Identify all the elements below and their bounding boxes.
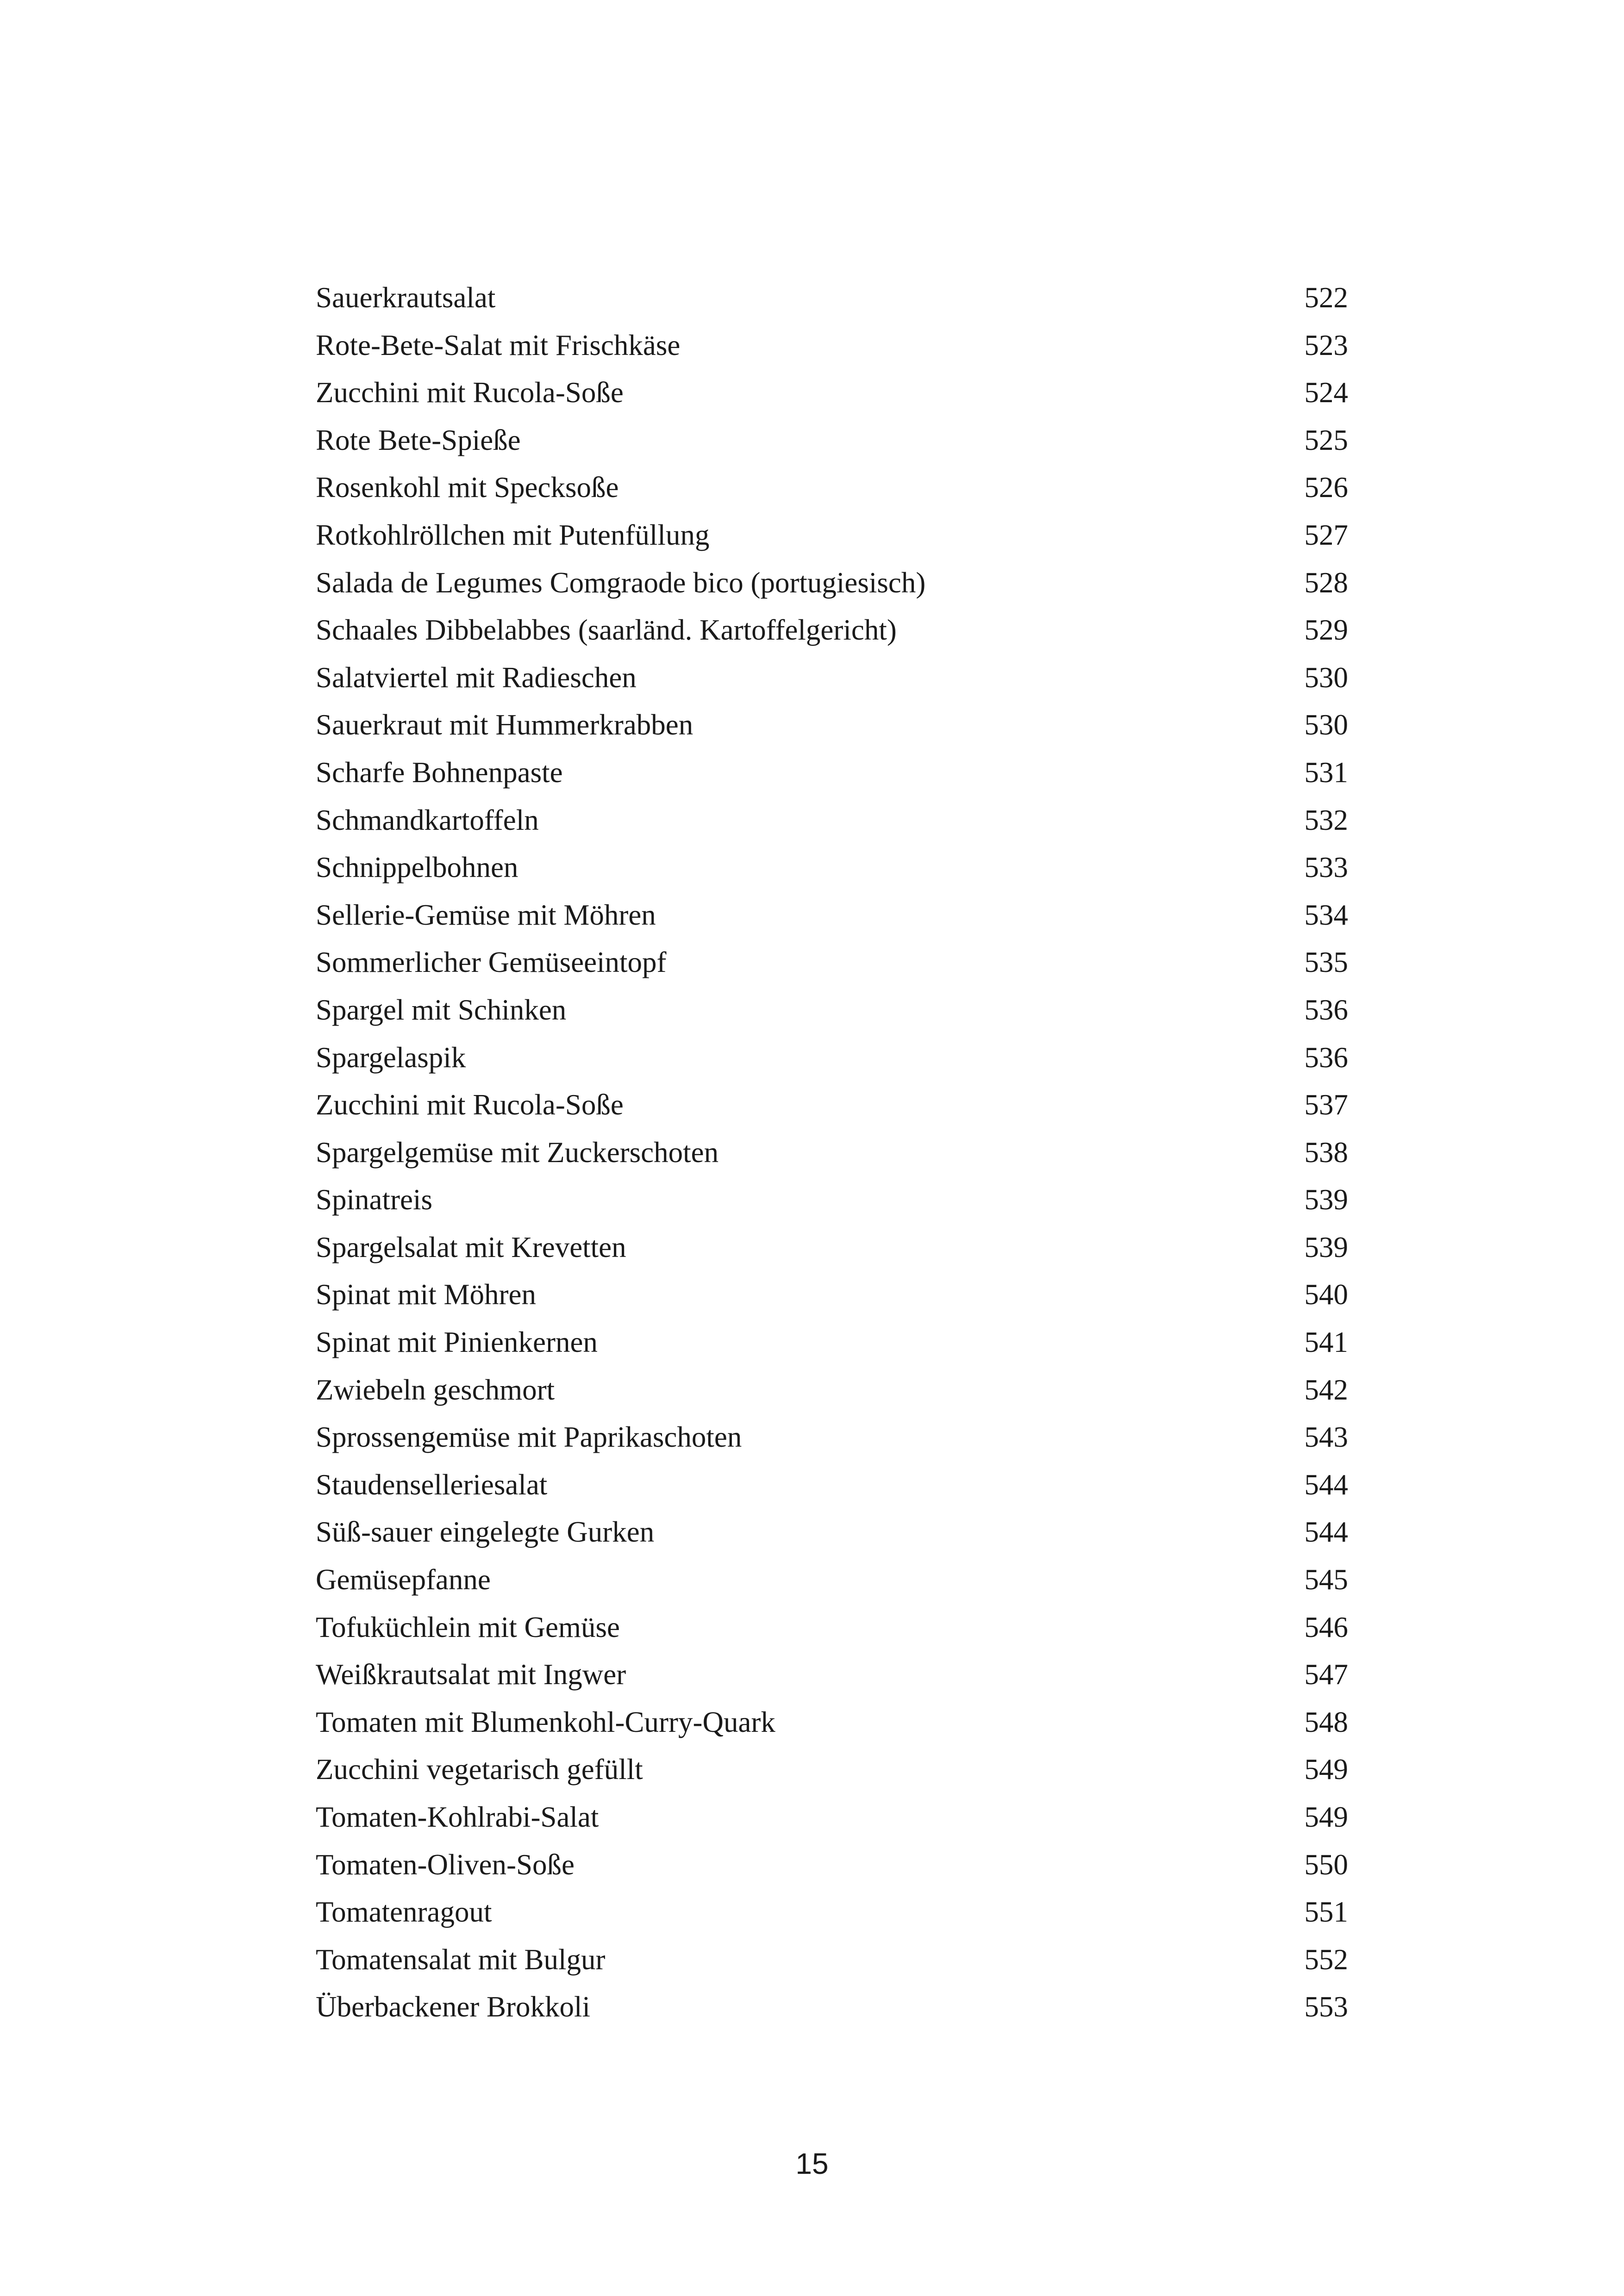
toc-entry (316, 1888, 1348, 1936)
toc-entry (316, 464, 1348, 511)
toc-entry-title: Tomaten-Oliven-Soße (316, 1848, 575, 1881)
toc-entry-page: 529 (1304, 614, 1348, 647)
toc-entry-page: 552 (1304, 1943, 1348, 1976)
toc-entry-title: Schaales Dibbelabbes (saarländ. Kartoffelgericht) (316, 614, 897, 647)
toc-entry-title: Zucchini mit Rucola-Soße (316, 376, 624, 409)
toc-entry (316, 606, 1348, 654)
toc-entry-page: 539 (1304, 1231, 1348, 1263)
toc-entry-title: Rosenkohl mit Specksoße (316, 471, 619, 504)
toc-entry-title: Spargelaspik (316, 1041, 466, 1074)
toc-entry-page: 524 (1304, 376, 1348, 409)
toc-entry (316, 1699, 1348, 1746)
toc-entry-title: Zucchini vegetarisch gefüllt (316, 1753, 643, 1786)
toc-entry-title: Salatviertel mit Radieschen (316, 661, 637, 694)
toc-entry-page: 542 (1304, 1373, 1348, 1406)
toc-entry-title: Tomaten-Kohlrabi-Salat (316, 1801, 599, 1833)
toc-entry-title: Salada de Legumes Comgraode bico (portugiesisch) (316, 566, 926, 599)
toc-entry-page: 535 (1304, 946, 1348, 979)
toc-entry-page: 549 (1304, 1801, 1348, 1833)
toc-entry (316, 1366, 1348, 1414)
toc-entry (316, 1936, 1348, 1984)
toc-entry-title: Schnippelbohnen (316, 851, 518, 884)
toc-entry-title: Zucchini mit Rucola-Soße (316, 1089, 624, 1121)
toc-entry (316, 749, 1348, 796)
toc-entry-title: Tomatensalat mit Bulgur (316, 1943, 606, 1976)
toc-entry-page: 531 (1304, 756, 1348, 789)
toc-entry-page: 544 (1304, 1516, 1348, 1549)
page-number: 15 (795, 2147, 829, 2180)
toc-entry (316, 891, 1348, 939)
toc-entry (316, 1983, 1348, 2031)
toc-entry-page: 536 (1304, 1041, 1348, 1074)
toc-entry-title: Sommerlicher Gemüseeintopf (316, 946, 667, 979)
toc-entry-title: Spargel mit Schinken (316, 993, 567, 1026)
toc-entry-title: Sellerie-Gemüse mit Möhren (316, 898, 656, 931)
toc-entry-page: 526 (1304, 471, 1348, 504)
toc-entry-page: 536 (1304, 993, 1348, 1026)
toc-entry-title: Süß-sauer eingelegte Gurken (316, 1516, 655, 1549)
toc-entry (316, 939, 1348, 986)
toc-entry (316, 701, 1348, 749)
toc-entry-title: Scharfe Bohnenpaste (316, 756, 563, 789)
toc-entry-title: Staudenselleriesalat (316, 1468, 548, 1501)
toc-entry-page: 544 (1304, 1468, 1348, 1501)
toc-entry (316, 369, 1348, 417)
toc-entry (316, 844, 1348, 891)
toc-entry (316, 1413, 1348, 1461)
toc-entry (316, 1271, 1348, 1319)
toc-entry-page: 533 (1304, 851, 1348, 884)
toc-entry-page: 539 (1304, 1183, 1348, 1216)
toc-entry (316, 511, 1348, 559)
toc-entry (316, 1319, 1348, 1366)
toc-entry-page: 540 (1304, 1278, 1348, 1311)
toc-entry (316, 1508, 1348, 1556)
toc-entry-title: Gemüsepfanne (316, 1563, 491, 1596)
toc-entry-title: Spinatreis (316, 1183, 432, 1216)
toc-entry-page: 541 (1304, 1326, 1348, 1359)
toc-entry-page: 550 (1304, 1848, 1348, 1881)
toc-entry-page: 551 (1304, 1896, 1348, 1929)
toc-entry-page: 538 (1304, 1136, 1348, 1169)
toc-entry (316, 1461, 1348, 1509)
toc-entry-title: Sprossengemüse mit Paprikaschoten (316, 1421, 742, 1454)
toc-entry-page: 537 (1304, 1089, 1348, 1121)
toc-entry (316, 986, 1348, 1034)
toc-entry (316, 1793, 1348, 1841)
toc-entry-page: 530 (1304, 661, 1348, 694)
table-of-contents (316, 274, 1348, 2031)
toc-entry-title: Tofuküchlein mit Gemüse (316, 1611, 620, 1643)
toc-entry-page: 527 (1304, 518, 1348, 551)
toc-entry (316, 417, 1348, 464)
toc-entry-page: 525 (1304, 423, 1348, 456)
toc-entry (316, 1604, 1348, 1651)
toc-entry-page: 522 (1304, 281, 1348, 314)
toc-entry (316, 274, 1348, 322)
toc-entry-title: Rotkohlröllchen mit Putenfüllung (316, 518, 710, 551)
toc-entry-page: 546 (1304, 1611, 1348, 1643)
toc-entry (316, 322, 1348, 369)
toc-entry (316, 654, 1348, 702)
toc-entry-title: Schmandkartoffeln (316, 803, 539, 836)
toc-entry-page: 548 (1304, 1705, 1348, 1738)
toc-entry (316, 1746, 1348, 1793)
toc-entry (316, 1176, 1348, 1224)
toc-entry-title: Zwiebeln geschmort (316, 1373, 555, 1406)
toc-entry (316, 559, 1348, 607)
toc-entry-page: 549 (1304, 1753, 1348, 1786)
toc-entry-title: Rote-Bete-Salat mit Frischkäse (316, 329, 681, 361)
toc-entry-page: 532 (1304, 803, 1348, 836)
toc-entry-page: 528 (1304, 566, 1348, 599)
toc-entry (316, 796, 1348, 844)
toc-entry (316, 1224, 1348, 1271)
toc-entry-title: Sauerkrautsalat (316, 281, 496, 314)
toc-entry-page: 553 (1304, 1991, 1348, 2023)
toc-entry (316, 1034, 1348, 1082)
toc-entry-title: Tomatenragout (316, 1896, 492, 1929)
toc-entry-title: Spargelgemüse mit Zuckerschoten (316, 1136, 719, 1169)
toc-entry (316, 1081, 1348, 1129)
toc-entry (316, 1841, 1348, 1889)
toc-entry-page: 545 (1304, 1563, 1348, 1596)
toc-entry-title: Sauerkraut mit Hummerkrabben (316, 709, 693, 741)
toc-entry-title: Rote Bete-Spieße (316, 423, 521, 456)
toc-entry (316, 1651, 1348, 1699)
toc-entry-page: 534 (1304, 898, 1348, 931)
toc-entry-title: Spinat mit Möhren (316, 1278, 536, 1311)
toc-entry-title: Überbackener Brokkoli (316, 1991, 591, 2023)
toc-entry-title: Spargelsalat mit Krevetten (316, 1231, 626, 1263)
toc-entry-page: 530 (1304, 709, 1348, 741)
toc-entry-title: Spinat mit Pinienkernen (316, 1326, 598, 1359)
toc-entry (316, 1129, 1348, 1176)
toc-entry-page: 547 (1304, 1658, 1348, 1691)
toc-entry-title: Tomaten mit Blumenkohl-Curry-Quark (316, 1705, 775, 1738)
toc-entry (316, 1556, 1348, 1604)
toc-entry-title: Weißkrautsalat mit Ingwer (316, 1658, 626, 1691)
toc-entry-page: 523 (1304, 329, 1348, 361)
toc-entry-page: 543 (1304, 1421, 1348, 1454)
